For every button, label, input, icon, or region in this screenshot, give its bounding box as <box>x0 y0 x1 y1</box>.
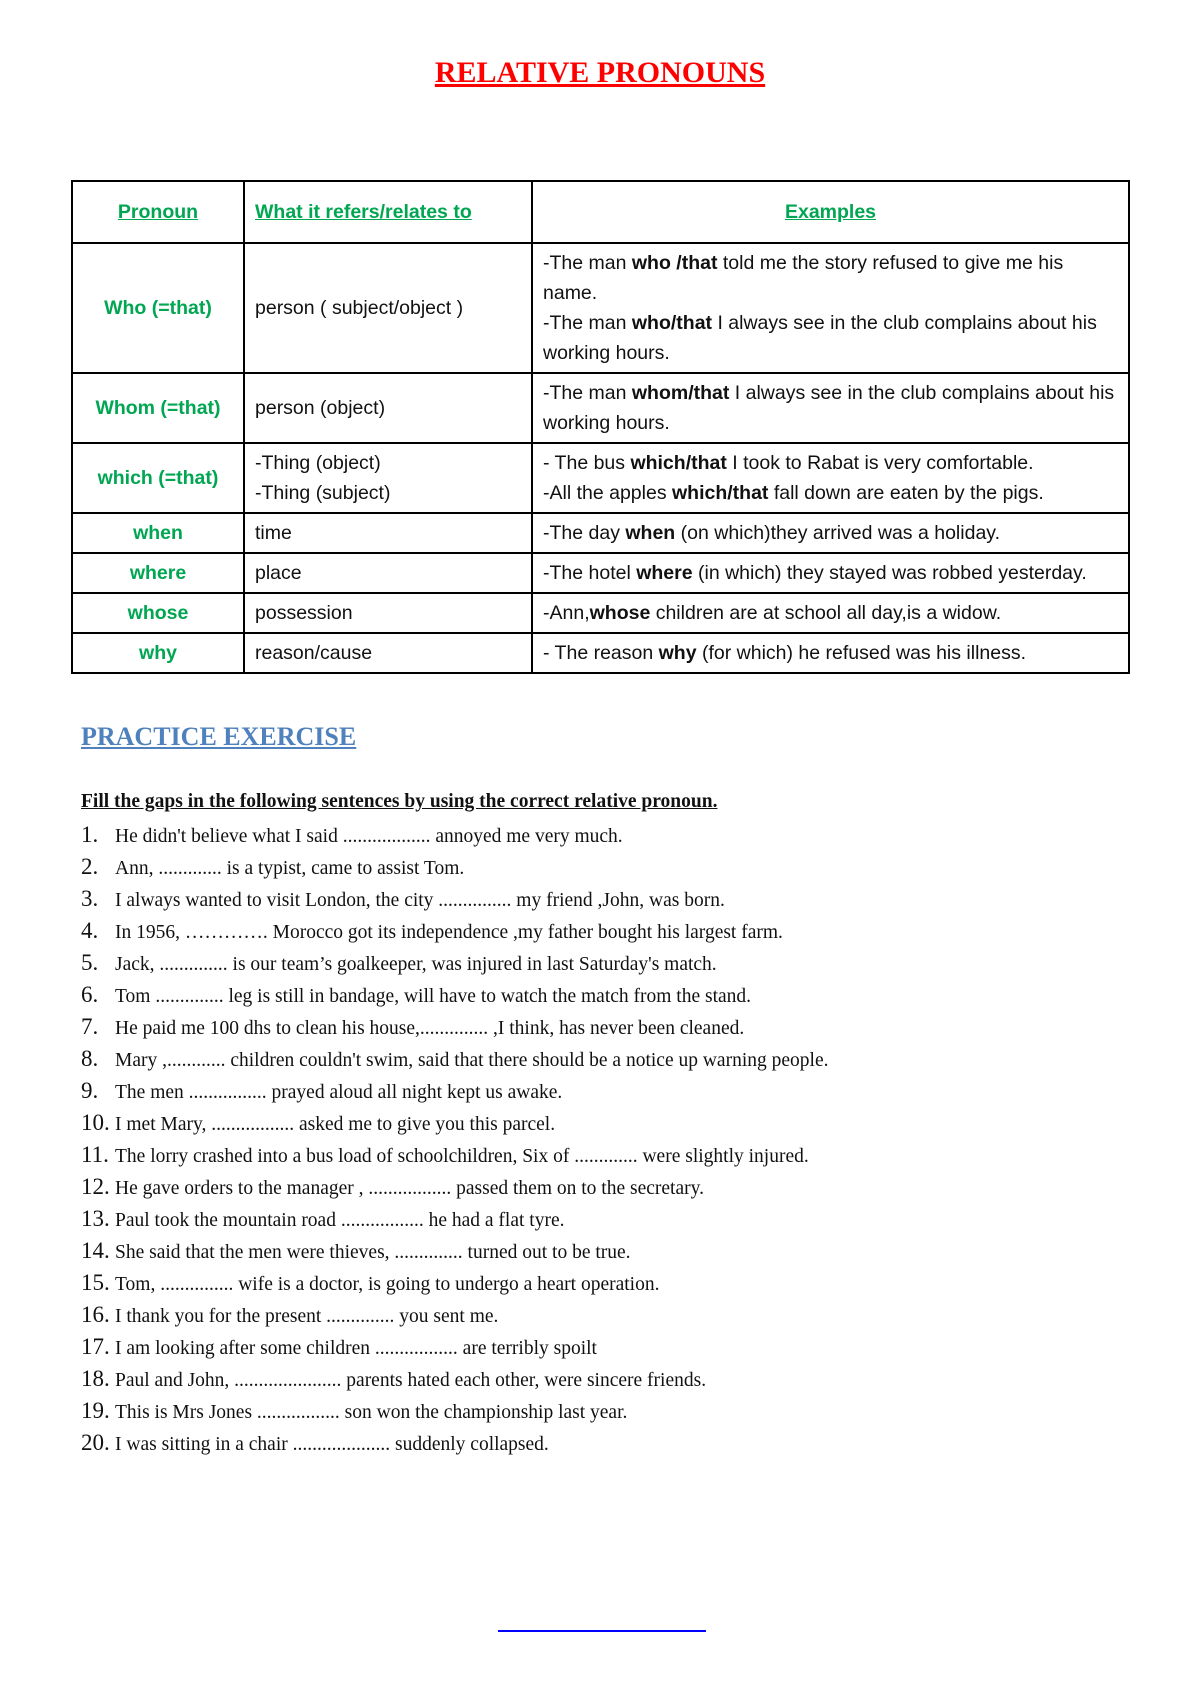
item-number: 2. <box>81 854 99 879</box>
example-sentence <box>543 448 1118 478</box>
refers-text: -Thing (object) <box>255 452 381 474</box>
pronoun-cell: which (=that) <box>72 443 244 513</box>
item-number: 18. <box>81 1366 110 1391</box>
refers-cell <box>244 513 532 553</box>
item-number: 3. <box>81 886 99 911</box>
example-text: (on which)they arrived was a holiday. <box>675 522 1001 544</box>
refers-cell <box>244 243 532 373</box>
example-text: fall down are eaten by the pigs. <box>768 482 1044 504</box>
example-text: -The man <box>543 382 632 404</box>
examples-cell <box>532 373 1129 443</box>
example-sentence <box>543 518 1118 548</box>
example-sentence <box>543 478 1118 508</box>
exercise-item <box>81 1014 828 1046</box>
item-sentence: Paul and John, ...................... parents hated each other, were sincere friends. <box>115 1370 707 1391</box>
example-keyword: when <box>625 522 676 544</box>
exercise-item <box>81 950 828 982</box>
pronoun-cell: whose <box>72 593 244 633</box>
exercise-item <box>81 982 828 1014</box>
pronoun-cell: where <box>72 553 244 593</box>
example-text: -The hotel <box>543 562 637 584</box>
table-row <box>72 443 1129 513</box>
practice-heading: PRACTICE EXERCISE <box>81 722 357 751</box>
example-text: -All the apples <box>543 482 672 504</box>
item-sentence: This is Mrs Jones ................. son won the championship last year. <box>115 1402 628 1423</box>
exercise-item <box>81 1430 828 1462</box>
pronoun-cell: Whom (=that) <box>72 373 244 443</box>
exercise-item <box>81 918 828 950</box>
pronoun-cell: when <box>72 513 244 553</box>
item-sentence: He didn't believe what I said .................. annoyed me very much. <box>115 826 623 847</box>
examples-cell <box>532 443 1129 513</box>
refers-cell <box>244 593 532 633</box>
exercise-item <box>81 1366 828 1398</box>
item-number: 15. <box>81 1270 110 1295</box>
exercise-item <box>81 1110 828 1142</box>
item-sentence: Mary ,............ children couldn't swim, said that there should be a notice up warning people. <box>115 1050 829 1071</box>
refers-text: reason/cause <box>255 642 373 664</box>
example-text: -The man <box>543 252 632 274</box>
exercise-item <box>81 886 828 918</box>
item-sentence: Paul took the mountain road ................. he had a flat tyre. <box>115 1210 565 1231</box>
example-sentence <box>543 248 1118 308</box>
exercise-item <box>81 1174 828 1206</box>
item-number: 20. <box>81 1430 110 1455</box>
refers-text: person ( subject/object ) <box>255 297 464 319</box>
item-number: 8. <box>81 1046 99 1071</box>
exercise-item <box>81 1206 828 1238</box>
item-number: 19. <box>81 1398 110 1423</box>
example-text: (in which) they stayed was robbed yesterday. <box>692 562 1087 584</box>
example-text: I always see in the club complains about his working hours. <box>543 312 1097 364</box>
example-keyword: who/that <box>631 312 713 334</box>
exercise-item <box>81 1334 828 1366</box>
example-text: -The day <box>543 522 626 544</box>
item-sentence: Ann, ............. is a typist, came to assist Tom. <box>115 858 465 879</box>
refers-cell <box>244 553 532 593</box>
example-keyword: which/that <box>630 452 727 474</box>
item-number: 5. <box>81 950 99 975</box>
example-text: -Ann, <box>543 602 590 624</box>
item-sentence: I always wanted to visit London, the city ............... my friend ,John, was born. <box>115 890 725 911</box>
exercise-item <box>81 1046 828 1078</box>
exercise-item <box>81 1270 828 1302</box>
refers-text: person (object) <box>255 397 386 419</box>
example-sentence <box>543 638 1118 668</box>
item-sentence: Tom, ............... wife is a doctor, is going to undergo a heart operation. <box>115 1274 660 1295</box>
relative-pronouns-table <box>71 180 1130 674</box>
item-sentence: Jack, .............. is our team’s goalkeeper, was injured in last Saturday's match. <box>115 954 717 975</box>
table-body <box>72 243 1129 673</box>
examples-cell <box>532 633 1129 673</box>
refers-cell <box>244 373 532 443</box>
item-sentence: I am looking after some children ................. are terribly spoilt <box>115 1338 597 1359</box>
footer-divider <box>498 1630 706 1632</box>
pronoun-cell: Who (=that) <box>72 243 244 373</box>
refers-cell <box>244 633 532 673</box>
exercise-item <box>81 1078 828 1110</box>
item-sentence: Tom .............. leg is still in bandage, will have to watch the match from the stand. <box>115 986 752 1007</box>
example-keyword: who /that <box>631 252 718 274</box>
example-text: - The reason <box>543 642 659 664</box>
item-number: 7. <box>81 1014 99 1039</box>
instruction: Fill the gaps in the following sentences by using the correct relative pronoun. <box>81 791 718 812</box>
item-sentence: I was sitting in a chair .................... suddenly collapsed. <box>115 1434 549 1455</box>
header-examples: Examples <box>532 181 1129 243</box>
refers-text: time <box>255 522 292 544</box>
example-text: -The man <box>543 312 632 334</box>
example-keyword: which/that <box>672 482 769 504</box>
item-sentence: In 1956, …………. Morocco got its independence ,my father bought his largest farm. <box>115 922 783 943</box>
exercise-item <box>81 822 828 854</box>
example-sentence <box>543 308 1118 368</box>
table-row <box>72 633 1129 673</box>
refers-cell <box>244 443 532 513</box>
examples-cell <box>532 593 1129 633</box>
pronoun-cell: why <box>72 633 244 673</box>
example-text: I took to Rabat is very comfortable. <box>726 452 1034 474</box>
item-number: 4. <box>81 918 99 943</box>
examples-cell <box>532 513 1129 553</box>
example-text: (for which) he refused was his illness. <box>696 642 1027 664</box>
header-pronoun: Pronoun <box>72 181 244 243</box>
item-number: 10. <box>81 1110 110 1135</box>
item-number: 14. <box>81 1238 110 1263</box>
refers-text: -Thing (subject) <box>255 482 391 504</box>
table-row <box>72 243 1129 373</box>
item-number: 11. <box>81 1142 109 1167</box>
table-row <box>72 593 1129 633</box>
example-text: I always see in the club complains about his working hours. <box>543 382 1115 434</box>
example-text: told me the story refused to give me his name. <box>543 252 1064 304</box>
item-sentence: The lorry crashed into a bus load of schoolchildren, Six of ............. were slightly injured. <box>115 1146 809 1167</box>
item-sentence: I thank you for the present .............. you sent me. <box>115 1306 499 1327</box>
example-keyword: where <box>636 562 693 584</box>
item-number: 17. <box>81 1334 110 1359</box>
example-keyword: whose <box>589 602 651 624</box>
exercise-item <box>81 1302 828 1334</box>
item-number: 13. <box>81 1206 110 1231</box>
item-number: 9. <box>81 1078 99 1103</box>
exercise-item <box>81 1238 828 1270</box>
item-sentence: The men ................ prayed aloud all night kept us awake. <box>115 1082 563 1103</box>
refers-text: place <box>255 562 302 584</box>
table-row <box>72 553 1129 593</box>
refers-text: possession <box>255 602 353 624</box>
item-sentence: She said that the men were thieves, .............. turned out to be true. <box>115 1242 631 1263</box>
example-text: children are at school all day,is a widow. <box>650 602 1002 624</box>
table-row <box>72 373 1129 443</box>
example-keyword: whom/that <box>631 382 730 404</box>
header-refers: What it refers/relates to <box>244 181 532 243</box>
item-sentence: He gave orders to the manager , ................. passed them on to the secretary. <box>115 1178 704 1199</box>
example-sentence <box>543 598 1118 628</box>
exercise-item <box>81 1142 828 1174</box>
item-number: 6. <box>81 982 99 1007</box>
item-sentence: He paid me 100 dhs to clean his house,.............. ,I think, has never been cleaned. <box>115 1018 745 1039</box>
item-number: 12. <box>81 1174 110 1199</box>
exercise-list <box>81 822 828 1462</box>
page-title: RELATIVE PRONOUNS <box>434 56 766 89</box>
example-keyword: why <box>658 642 697 664</box>
item-number: 1. <box>81 822 99 847</box>
exercise-item <box>81 1398 828 1430</box>
examples-cell <box>532 553 1129 593</box>
exercise-item <box>81 854 828 886</box>
example-text: - The bus <box>543 452 631 474</box>
item-sentence: I met Mary, ................. asked me to give you this parcel. <box>115 1114 556 1135</box>
table-header-row <box>72 181 1129 243</box>
item-number: 16. <box>81 1302 110 1327</box>
examples-cell <box>532 243 1129 373</box>
example-sentence <box>543 558 1118 588</box>
table-row <box>72 513 1129 553</box>
example-sentence <box>543 378 1118 438</box>
